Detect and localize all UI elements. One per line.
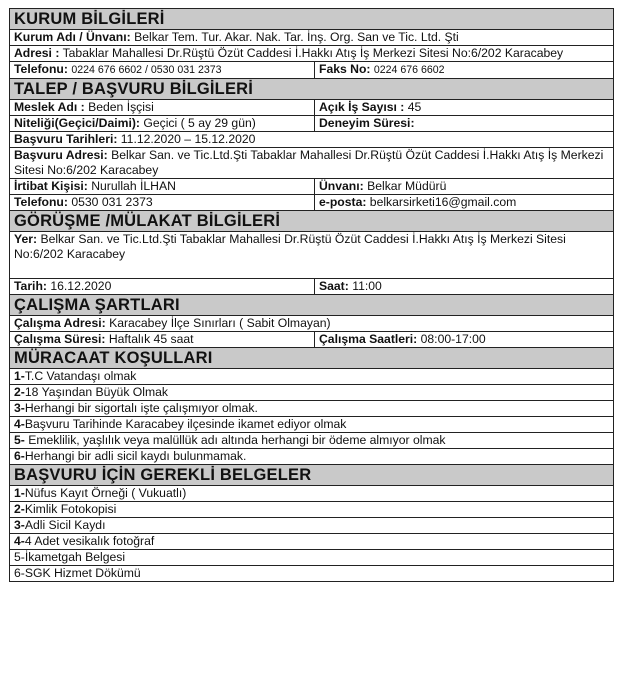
meslek-value: Beden İşçisi — [88, 100, 154, 114]
section-heading-belgeler: BAŞVURU İÇİN GEREKLİ BELGELER — [10, 465, 614, 486]
calisma-sure-value: Haftalık 45 saat — [108, 332, 194, 346]
list-item-number: 5- — [14, 550, 25, 564]
list-item — [10, 518, 614, 534]
list-item-text: Herhangi bir sigortalı işte çalışmıyor olmak. — [24, 401, 258, 415]
list-item — [10, 433, 614, 449]
basvuru-adres-value: Belkar San. ve Tic.Ltd.Şti Tabaklar Mahallesi Dr.Rüştü Özüt Caddesi İ.Hakkı Atış İş Merkezi Sitesi No:6/202 Karacabey — [14, 148, 604, 177]
eposta-cell — [315, 195, 614, 211]
acik-is-cell — [315, 100, 614, 116]
list-item — [10, 550, 614, 566]
calisma-adres-label: Çalışma Adresi: — [14, 316, 106, 330]
section-heading-talep: TALEP / BAŞVURU BİLGİLERİ — [10, 79, 614, 100]
eposta-value: belkarsirketi16@gmail.com — [369, 195, 517, 209]
acik-is-value: 45 — [407, 100, 422, 114]
gorusme-saat-label: Saat: — [319, 279, 349, 293]
list-item-text: Kimlik Fotokopisi — [24, 502, 117, 516]
calisma-sure-cell — [10, 332, 315, 348]
section-heading-kurum: KURUM BİLGİLERİ — [10, 9, 614, 30]
list-item-text: T.C Vatandaşı olmak — [24, 369, 137, 383]
irtibat-value: Nurullah İLHAN — [91, 179, 176, 193]
calisma-sure-label: Çalışma Süresi: — [14, 332, 106, 346]
list-item-number: 2- — [14, 502, 25, 516]
nitelik-cell — [10, 116, 315, 132]
section-heading-gorusme: GÖRÜŞME /MÜLAKAT BİLGİLERİ — [10, 211, 614, 232]
list-item — [10, 534, 614, 550]
list-item-text: Başvuru Tarihinde Karacabey ilçesinde ikamet ediyor olmak — [24, 417, 347, 431]
basvuru-tarih-row — [10, 132, 614, 148]
gorusme-saat-value: 11:00 — [352, 279, 382, 293]
list-item-number: 4- — [14, 417, 25, 431]
kurum-telefon-value: 0224 676 6602 / 0530 031 2373 — [71, 64, 222, 76]
section-heading-calisma: ÇALIŞMA ŞARTLARI — [10, 295, 614, 316]
list-item — [10, 401, 614, 417]
kurum-faks-value: 0224 676 6602 — [373, 64, 445, 76]
gorusme-tarih-cell — [10, 279, 315, 295]
section-heading-muracaat: MÜRACAAT KOŞULLARI — [10, 348, 614, 369]
list-item-text: 18 Yaşından Büyük Olmak — [24, 385, 169, 399]
list-item-number: 4- — [14, 534, 25, 548]
list-item-text: 4 Adet vesikalık fotoğraf — [24, 534, 155, 548]
nitelik-label: Niteliği(Geçici/Daimi): — [14, 116, 140, 130]
list-item — [10, 566, 614, 582]
calisma-adres-row — [10, 316, 614, 332]
basvuru-tarih-label: Başvuru Tarihleri: — [14, 132, 118, 146]
kurum-telefon-label: Telefonu: — [14, 62, 68, 76]
unvan-cell — [315, 179, 614, 195]
gorusme-yer-label: Yer: — [14, 232, 38, 246]
unvan-value: Belkar Müdürü — [367, 179, 447, 193]
basvuru-adres-label: Başvuru Adresi: — [14, 148, 108, 162]
irtibat-label: İrtibat Kişisi: — [14, 179, 88, 193]
eposta-label: e-posta: — [319, 195, 367, 209]
gorusme-tarih-label: Tarih: — [14, 279, 47, 293]
irtibat-cell — [10, 179, 315, 195]
list-item-number: 6- — [14, 449, 25, 463]
deneyim-cell — [315, 116, 614, 132]
list-item — [10, 449, 614, 465]
list-item-number: 3- — [14, 518, 25, 532]
list-item-number: 3- — [14, 401, 25, 415]
deneyim-label: Deneyim Süresi: — [319, 116, 415, 130]
basvuru-adres-row — [10, 148, 614, 179]
basvuru-tarih-value: 11.12.2020 – 15.12.2020 — [120, 132, 256, 146]
list-item — [10, 369, 614, 385]
unvan-label: Ünvanı: — [319, 179, 364, 193]
list-item — [10, 502, 614, 518]
acik-is-label: Açık İş Sayısı : — [319, 100, 405, 114]
kurum-ad-value: Belkar Tem. Tur. Akar. Nak. Tar. İnş. Org. San ve Tic. Ltd. Şti — [134, 30, 459, 44]
calisma-saat-cell — [315, 332, 614, 348]
list-item-text: Adli Sicil Kaydı — [24, 518, 106, 532]
meslek-label: Meslek Adı : — [14, 100, 85, 114]
gorusme-saat-cell — [315, 279, 614, 295]
calisma-saat-value: 08:00-17:00 — [420, 332, 486, 346]
kurum-adres-row — [10, 46, 614, 62]
gorusme-yer-value: Belkar San. ve Tic.Ltd.Şti Tabaklar Mahallesi Dr.Rüştü Özüt Caddesi İ.Hakkı Atış İş Merkezi Sitesi No:6/202 Karacabey — [14, 232, 566, 261]
form-table — [9, 8, 614, 582]
calisma-adres-value: Karacabey İlçe Sınırları ( Sabit Olmayan) — [109, 316, 331, 330]
talep-telefon-label: Telefonu: — [14, 195, 68, 209]
list-item-number: 2- — [14, 385, 25, 399]
list-item-text: Emeklilik, yaşlılık veya malüllük adı altında herhangi bir ödeme almıyor olmak — [24, 433, 446, 447]
talep-telefon-cell — [10, 195, 315, 211]
kurum-ad-row — [10, 30, 614, 46]
list-item — [10, 385, 614, 401]
list-item-number: 5- — [14, 433, 25, 447]
list-item-text: Herhangi bir adli sicil kaydı bulunmamak. — [24, 449, 247, 463]
gorusme-tarih-value: 16.12.2020 — [50, 279, 112, 293]
kurum-telefon-cell — [10, 62, 315, 79]
list-item — [10, 417, 614, 433]
kurum-faks-label: Faks No: — [319, 62, 371, 76]
form-sheet — [9, 8, 613, 582]
nitelik-value: Geçici ( 5 ay 29 gün) — [143, 116, 256, 130]
calisma-saat-label: Çalışma Saatleri: — [319, 332, 418, 346]
kurum-adres-label: Adresi : — [14, 46, 60, 60]
list-item — [10, 486, 614, 502]
kurum-adres-value: Tabaklar Mahallesi Dr.Rüştü Özüt Caddesi İ.Hakkı Atış İş Merkezi Sitesi No:6/202 Karacabey — [62, 46, 564, 60]
list-item-text: Nüfus Kayıt Örneği ( Vukuatlı) — [24, 486, 187, 500]
kurum-ad-label: Kurum Adı / Ünvanı: — [14, 30, 131, 44]
list-item-number: 1- — [14, 486, 25, 500]
list-item-number: 1- — [14, 369, 25, 383]
list-item-text: SGK Hizmet Dökümü — [24, 566, 141, 580]
gorusme-yer-row — [10, 232, 614, 279]
list-item-number: 6- — [14, 566, 25, 580]
list-item-text: İkametgah Belgesi — [24, 550, 126, 564]
meslek-cell — [10, 100, 315, 116]
talep-telefon-value: 0530 031 2373 — [71, 195, 153, 209]
kurum-faks-cell — [315, 62, 614, 79]
